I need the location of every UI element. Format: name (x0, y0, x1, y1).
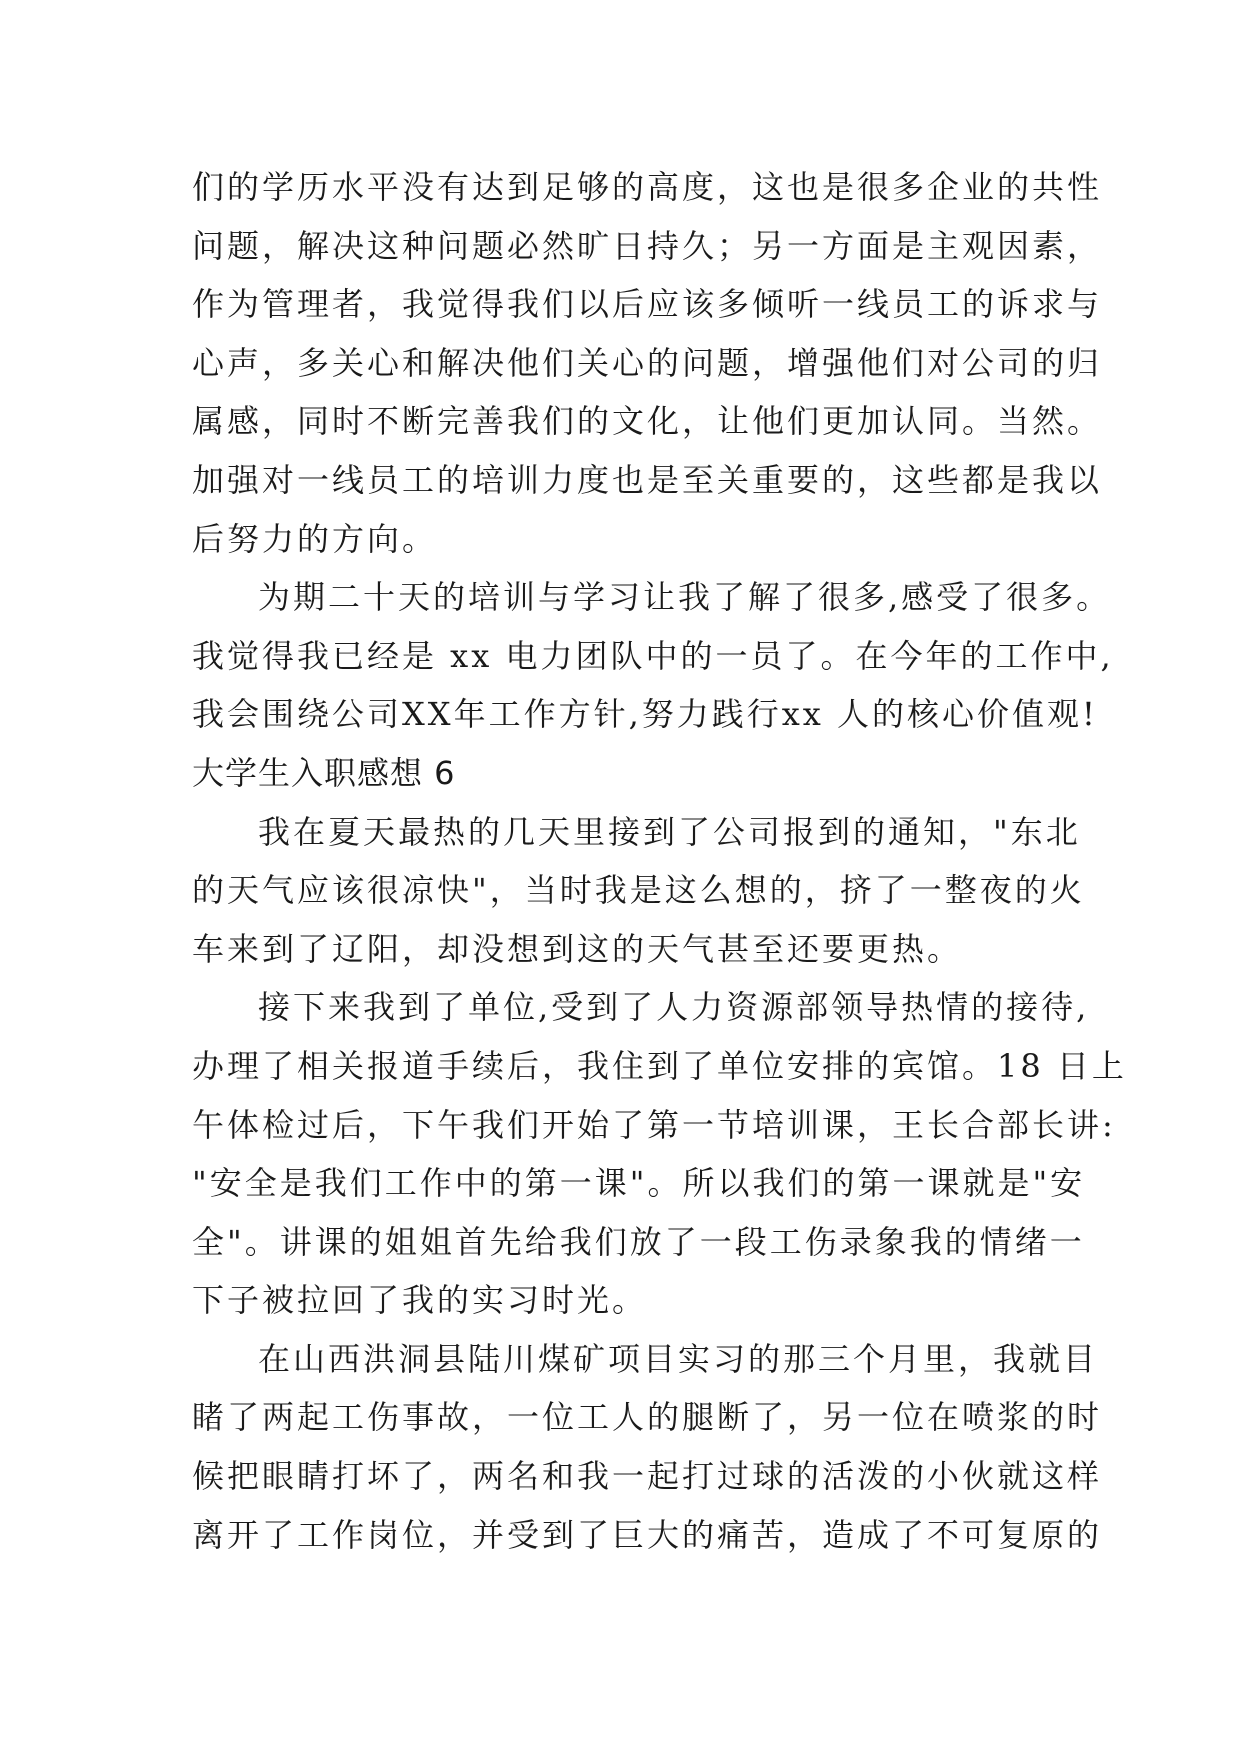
text-line: 作为管理者，我觉得我们以后应该多倾听一线员工的诉求与 (192, 285, 1103, 324)
text-line: 加强对一线员工的培训力度也是至关重要的，这些都是我以 (192, 460, 1103, 499)
paragraph-start-line: 接下来我到了单位,受到了人力资源部领导热情的接待, (258, 988, 1090, 1027)
text-line: 午体检过后，下午我们开始了第一节培训课，王长合部长讲: (192, 1105, 1116, 1144)
text-line: 我会围绕公司XX年工作方针,努力践行xx 人的核心价值观! (192, 695, 1098, 734)
text-line: 离开了工作岗位，并受到了巨大的痛苦，造成了不可复原的 (192, 1515, 1103, 1554)
text-line: 的天气应该很凉快"，当时我是这么想的，挤了一整夜的火 (192, 871, 1085, 910)
text-line: 下子被拉回了我的实习时光。 (192, 1281, 648, 1320)
paragraph-start-line: 在山西洪洞县陆川煤矿项目实习的那三个月里，我就目 (258, 1339, 1099, 1378)
text-line: 全"。讲课的姐姐首先给我们放了一段工伤录象我的情绪一 (192, 1222, 1085, 1261)
text-line: 候把眼睛打坏了，两名和我一起打过球的活泼的小伙就这样 (192, 1457, 1103, 1496)
paragraph-start-line: 为期二十天的培训与学习让我了解了很多,感受了很多。 (258, 578, 1112, 617)
section-heading: 大学生入职感想 6 (192, 753, 456, 792)
text-line: 属感，同时不断完善我们的文化，让他们更加认同。当然。 (192, 402, 1103, 441)
paragraph-start-line: 我在夏天最热的几天里接到了公司报到的通知，"东北 (258, 812, 1081, 851)
text-line: 们的学历水平没有达到足够的高度，这也是很多企业的共性 (192, 168, 1103, 206)
text-line: "安全是我们工作中的第一课"。所以我们的第一课就是"安 (192, 1164, 1086, 1203)
text-line: 车来到了辽阳，却没想到这的天气甚至还要更热。 (192, 929, 963, 968)
text-line: 问题，解决这种问题必然旷日持久；另一方面是主观因素， (192, 226, 1103, 265)
text-line: 我觉得我已经是 xx 电力团队中的一员了。在今年的工作中, (192, 636, 1114, 675)
text-line: 心声，多关心和解决他们关心的问题，增强他们对公司的归 (192, 343, 1103, 382)
text-line: 办理了相关报道手续后，我住到了单位安排的宾馆。18 日上 (192, 1046, 1127, 1085)
text-line: 睹了两起工伤事故，一位工人的腿断了，另一位在喷浆的时 (192, 1398, 1103, 1437)
text-line: 后努力的方向。 (192, 519, 438, 558)
document-body (192, 158, 1127, 1564)
